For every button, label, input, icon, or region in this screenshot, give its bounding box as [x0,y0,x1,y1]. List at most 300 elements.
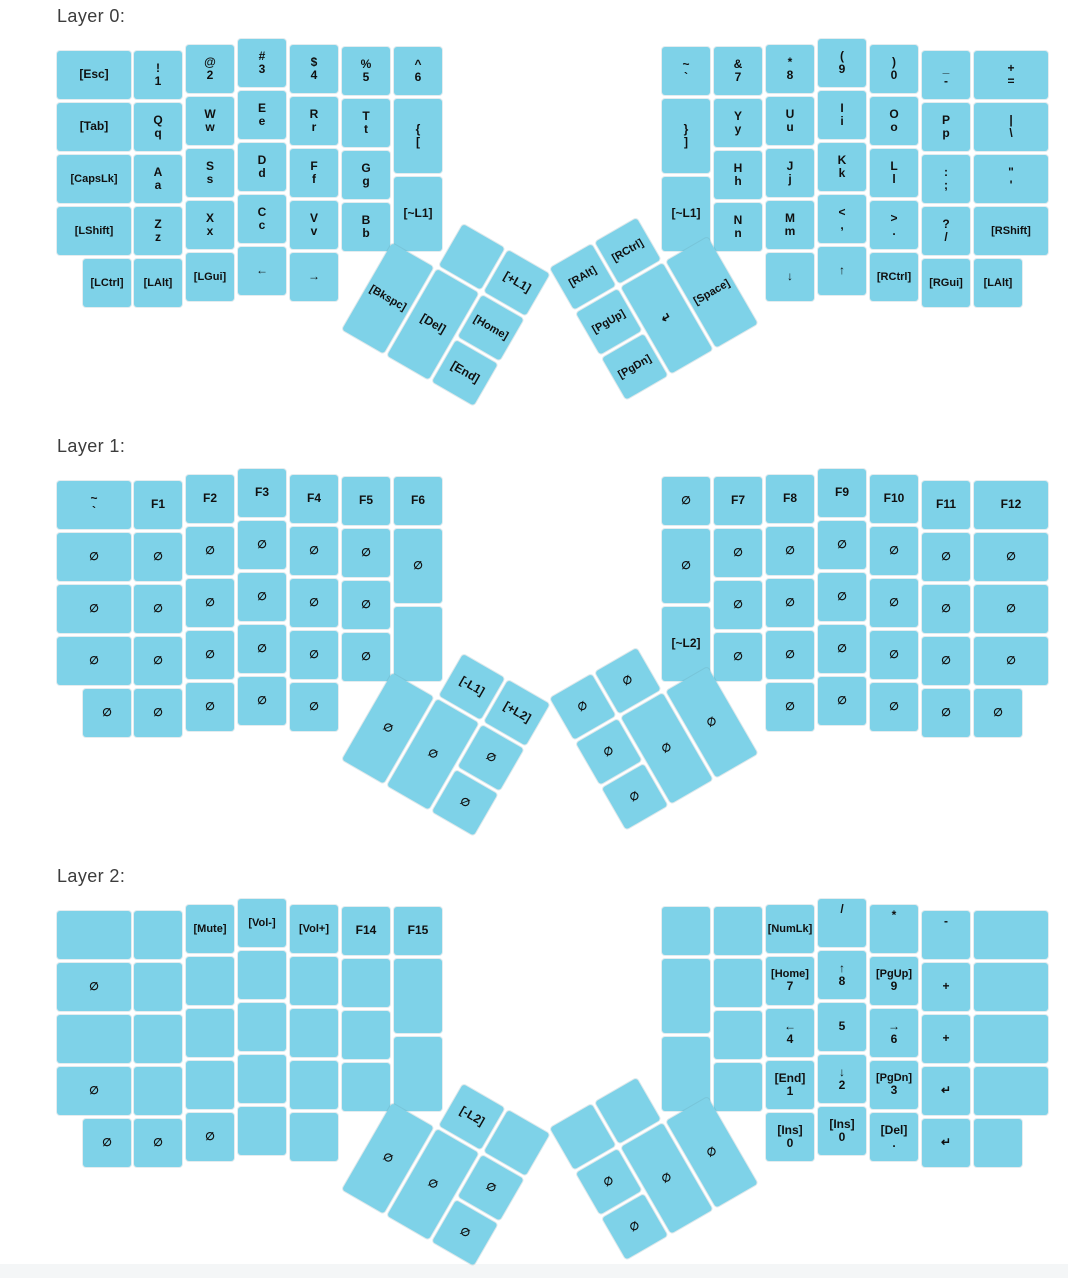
key-noop[interactable] [57,1067,131,1115]
key-f8[interactable] [766,475,814,523]
key-f11[interactable] [922,481,970,529]
key-legend: ∅ [627,789,642,805]
key-blank[interactable] [342,959,390,1007]
key-legend: ∅ [483,1180,499,1196]
key-percent-5[interactable] [342,47,390,95]
key-legend: / [944,230,948,244]
key-blank[interactable] [290,1113,338,1161]
key-j-j[interactable] [766,149,814,197]
key-r-r[interactable] [290,97,338,145]
key-arrow-up[interactable] [818,247,866,295]
key-lt-comma[interactable] [818,195,866,243]
key-noop[interactable] [186,579,234,627]
key-legend: ↑ [839,960,845,975]
key-legend: [RShift] [991,224,1031,237]
key-legend: 8 [786,68,794,82]
key-y-y[interactable] [714,99,762,147]
key-legend: Z [154,216,162,231]
key-f3[interactable] [238,469,286,517]
key-dquote-quote[interactable] [974,155,1048,203]
key-legend: ∅ [257,642,267,655]
key-noop[interactable] [714,633,762,681]
key-arrow-right-6[interactable] [870,1009,918,1057]
key-noop[interactable] [238,677,286,725]
key-m-m[interactable] [766,201,814,249]
key-tilde-grave[interactable] [57,481,131,529]
key-legend: ∅ [89,980,99,993]
key-noop[interactable] [818,521,866,569]
key-legend: N [733,212,743,227]
key-legend: . [892,1136,896,1150]
key-legend: w [205,120,215,134]
key-legend: ∅ [205,596,215,609]
key-legend: ∅ [889,544,899,557]
key-legend: F10 [883,491,905,506]
key-blank[interactable] [186,1061,234,1109]
key-blank[interactable] [238,1107,286,1155]
key-legend: ` [684,70,688,84]
key-t-t[interactable] [342,99,390,147]
key-noop[interactable] [134,689,182,737]
key-blank[interactable] [238,1055,286,1103]
key-legend: ∅ [837,694,847,707]
key-noop[interactable] [186,527,234,575]
key-blank[interactable] [186,957,234,1005]
key-legend: M [785,210,795,225]
key-legend: A [153,164,163,179]
key-noop[interactable] [342,529,390,577]
key-legend: [Ins] [829,1116,855,1131]
key-noop[interactable] [186,1113,234,1161]
key-noop[interactable] [134,533,182,581]
key-arrow-left-4[interactable] [766,1009,814,1057]
key-rctrl[interactable] [870,253,918,301]
key-arrow-left[interactable] [238,247,286,295]
key-legend: ∅ [380,1150,396,1166]
key-f7[interactable] [714,477,762,525]
key-legend: _ [942,60,950,75]
key-noop[interactable] [186,683,234,731]
key-paren-l-9[interactable] [818,39,866,87]
key-v-v[interactable] [290,201,338,249]
key-o-o[interactable] [870,97,918,145]
key-legend: 7 [786,979,794,994]
key-pgdn-3[interactable] [870,1061,918,1109]
key-legend: ∅ [837,538,847,551]
key-legend: 9 [890,979,898,994]
key-f15[interactable] [394,907,442,955]
key-noop[interactable] [766,683,814,731]
key-enter[interactable] [922,1067,970,1115]
key-legend: F15 [407,923,429,938]
key-excl-1[interactable] [134,51,182,99]
key-question-slash[interactable] [922,207,970,255]
key-amp-7[interactable] [714,47,762,95]
key-noop[interactable] [974,637,1048,685]
key-noop[interactable] [83,1119,131,1167]
key-legend: ← [784,1018,796,1033]
key-legend: , [840,218,844,232]
key-noop[interactable] [662,529,710,603]
key-lalt[interactable] [134,259,182,307]
key-legend: ∅ [309,648,319,661]
key-plus-equals[interactable] [974,51,1048,99]
key-q-q[interactable] [134,103,182,151]
key-blank[interactable] [662,907,710,955]
key-legend: ∅ [941,550,951,563]
key-noop[interactable] [342,633,390,681]
key-noop[interactable] [238,521,286,569]
key-f6[interactable] [394,477,442,525]
key-blank[interactable] [238,1003,286,1051]
key-legend: [LGui] [193,270,227,283]
key-legend: F6 [410,493,425,508]
key-n-n[interactable] [714,203,762,251]
key-legend: [-L1] [457,673,487,699]
key-b-b[interactable] [342,203,390,251]
key-colon-semicolon[interactable] [922,155,970,203]
key-noop[interactable] [57,963,131,1011]
key-legend: ∅ [257,590,267,603]
key-blank[interactable] [974,1119,1022,1167]
key-legend: ∅ [102,706,112,719]
key-noop[interactable] [974,585,1048,633]
key-noop[interactable] [394,529,442,603]
key-noop[interactable] [290,527,338,575]
key-x-x[interactable] [186,201,234,249]
key-legend: [-L2] [457,1103,487,1129]
key-legend: ~ [682,56,690,71]
key-lalt[interactable] [974,259,1022,307]
key-legend: y [734,122,742,136]
key-legend: n [734,226,742,240]
key-noop[interactable] [83,689,131,737]
key-legend: [Esc] [79,67,109,82]
key-noop[interactable] [818,677,866,725]
key-blank[interactable] [714,1011,762,1059]
key-legend: ∅ [205,544,215,557]
key-legend: E [257,100,266,115]
key-ins-0[interactable] [818,1107,866,1155]
key-paren-r-0[interactable] [870,45,918,93]
layer-2-heading: Layer 2: [57,866,126,886]
key-legend: C [257,204,267,219]
key-c-c[interactable] [238,195,286,243]
key-g-g[interactable] [342,151,390,199]
key-legend: $ [310,54,318,69]
key-noop[interactable] [766,631,814,679]
key-legend: = [1007,74,1015,88]
key-dash[interactable] [922,911,970,959]
key-capslk[interactable] [57,155,131,203]
key-noop[interactable] [290,579,338,627]
key-legend: [LCtrl] [90,276,124,289]
key-legend: 7 [734,70,742,84]
key-legend: [Mute] [193,922,227,935]
key-plus[interactable] [922,1015,970,1063]
key-legend: 6 [890,1032,898,1046]
key-noop[interactable] [238,625,286,673]
key-noop[interactable] [870,683,918,731]
key-legend: p [942,126,950,140]
key-blank[interactable] [290,957,338,1005]
key-noop[interactable] [290,631,338,679]
key-legend: F9 [834,485,849,500]
key-blank[interactable] [342,1011,390,1059]
key-legend: ∅ [205,700,215,713]
key-legend: ∅ [785,648,795,661]
key-legend: ∅ [659,740,674,756]
key-legend: F4 [306,491,321,506]
key-noop[interactable] [290,683,338,731]
key-legend: ∅ [257,538,267,551]
key-blank[interactable] [974,911,1048,959]
key-blank[interactable] [238,951,286,999]
key-arrow-up-8[interactable] [818,951,866,999]
key-w-w[interactable] [186,97,234,145]
key-asterisk[interactable] [870,905,918,953]
key-f-f[interactable] [290,149,338,197]
key-rshift[interactable] [974,207,1048,255]
key-hash-3[interactable] [238,39,286,87]
key-gt-period[interactable] [870,201,918,249]
key-blank[interactable] [974,963,1048,1011]
key-blank[interactable] [57,1015,131,1063]
key-legend: L [890,158,898,173]
key-noop[interactable] [766,579,814,627]
key-blank[interactable] [290,1061,338,1109]
key-legend: 0 [786,1136,794,1150]
key-slash[interactable] [818,899,866,947]
key-legend: + [942,1031,950,1046]
key-legend: 0 [890,68,898,82]
key-s-s[interactable] [186,149,234,197]
key-legend: i [840,114,844,128]
key-noop[interactable] [766,527,814,575]
key-brace-l-[interactable] [394,99,442,173]
key-at-2[interactable] [186,45,234,93]
key-legend: ∅ [785,700,795,713]
key-legend: 3 [258,62,266,76]
key-legend: * [787,54,793,69]
key-legend: + [1007,60,1015,75]
key-end-1[interactable] [766,1061,814,1109]
key-u-u[interactable] [766,97,814,145]
key-blank[interactable] [714,959,762,1007]
key-legend: ∅ [704,714,719,730]
key-noop[interactable] [238,573,286,621]
key-noop[interactable] [662,477,710,525]
key-legend: f [312,172,316,186]
key-legend: [~L1] [671,206,701,221]
key-noop[interactable] [922,585,970,633]
key-legend: [Home] [471,313,511,343]
key-home-7[interactable] [766,957,814,1005]
key-rgui[interactable] [922,259,970,307]
key-noop[interactable] [922,637,970,685]
key-blank[interactable] [974,1067,1048,1115]
key-lshift[interactable] [57,207,131,255]
key-legend: O [889,106,899,121]
key-legend: % [360,56,372,71]
key-legend: ∅ [153,602,163,615]
key-legend: & [733,56,743,71]
key-a-a[interactable] [134,155,182,203]
key-legend: Q [153,112,163,127]
key-f12[interactable] [974,481,1048,529]
key-blank[interactable] [714,1063,762,1111]
key-legend: F14 [355,923,377,938]
key-legend: v [310,224,318,238]
key-noop[interactable] [714,581,762,629]
key-noop[interactable] [818,625,866,673]
key-legend: 2 [206,68,214,82]
key-tilde-grave[interactable] [662,47,710,95]
key-del-period[interactable] [870,1113,918,1161]
key-mute[interactable] [186,905,234,953]
key-legend: [Del] [418,310,449,337]
key-legend: { [415,121,421,136]
key-legend: ∅ [733,546,743,559]
key-asterisk-8[interactable] [766,45,814,93]
key-dollar-4[interactable] [290,45,338,93]
key-f9[interactable] [818,469,866,517]
key-legend: ∅ [627,1219,642,1235]
key-legend: ∅ [153,1136,163,1149]
key-legend: * [891,908,897,922]
key-noop[interactable] [134,637,182,685]
key-noop[interactable] [818,573,866,621]
key-legend: . [892,224,896,238]
key-legend: - [944,74,948,88]
key-legend: J [786,158,794,173]
key-l-l[interactable] [870,149,918,197]
key-lctrl[interactable] [83,259,131,307]
key-f5[interactable] [342,477,390,525]
key-legend: x [206,224,214,238]
key-blank[interactable] [662,959,710,1033]
key-noop[interactable] [714,529,762,577]
key-f4[interactable] [290,475,338,523]
key-legend: ∅ [941,602,951,615]
key-legend: F12 [1000,497,1022,512]
key-legend: 8 [838,974,846,988]
key-esc[interactable] [57,51,131,99]
key-legend: ∅ [941,654,951,667]
key-noop[interactable] [57,637,131,685]
key-blank[interactable] [714,907,762,955]
key-arrow-down[interactable] [766,253,814,301]
key-vol-[interactable] [238,899,286,947]
key-h-h[interactable] [714,151,762,199]
key-noop[interactable] [134,1119,182,1167]
key-blank[interactable] [134,911,182,959]
key-noop[interactable] [922,689,970,737]
key-legend: ∅ [681,494,691,507]
key-blank[interactable] [134,963,182,1011]
key-legend: [NumLk] [767,922,813,935]
key-blank[interactable] [186,1009,234,1057]
key-brace-r-[interactable] [662,99,710,173]
key-legend: ∅ [785,544,795,557]
key-legend: F11 [935,497,956,512]
key-e-e[interactable] [238,91,286,139]
key-z-z[interactable] [134,207,182,255]
key-underscore-dash[interactable] [922,51,970,99]
key-legend: [Home] [771,968,809,981]
key-numlk[interactable] [766,905,814,953]
key-f14[interactable] [342,907,390,955]
key-noop[interactable] [186,631,234,679]
key-f10[interactable] [870,475,918,523]
key-pgup-9[interactable] [870,957,918,1005]
key-legend: [~L1] [403,206,433,221]
key-d-d[interactable] [238,143,286,191]
key-noop[interactable] [974,533,1048,581]
key-enter[interactable] [922,1119,970,1167]
key-blank[interactable] [394,959,442,1033]
key-blank[interactable] [134,1067,182,1115]
key-legend: S [205,158,214,173]
key-plus[interactable] [922,963,970,1011]
key-legend: : [944,164,948,179]
key-legend: ∅ [993,706,1003,719]
key-legend: ^ [414,56,422,71]
key-legend: [End] [774,1070,806,1085]
key-legend: H [733,160,743,175]
key-legend: ∅ [889,648,899,661]
key-noop[interactable] [342,581,390,629]
key-legend: j [788,172,792,186]
key-lgui[interactable] [186,253,234,301]
key-blank[interactable] [290,1009,338,1057]
key-arrow-down-2[interactable] [818,1055,866,1103]
key-legend: b [362,226,370,240]
key-noop[interactable] [870,631,918,679]
key-blank[interactable] [974,1015,1048,1063]
key-legend: ∅ [659,1170,674,1186]
key-noop[interactable] [134,585,182,633]
key-noop[interactable] [57,533,131,581]
key-blank[interactable] [57,911,131,959]
key--6[interactable] [394,47,442,95]
key-noop[interactable] [870,579,918,627]
key-blank[interactable] [342,1063,390,1111]
key-p-p[interactable] [922,103,970,151]
key-noop[interactable] [922,533,970,581]
key-i-i[interactable] [818,91,866,139]
key-pipe-backslash[interactable] [974,103,1048,151]
key-ins-0[interactable] [766,1113,814,1161]
key-legend: d [258,166,266,180]
key-noop[interactable] [974,689,1022,737]
key-legend: ↓ [787,269,793,284]
key-5[interactable] [818,1003,866,1051]
key-blank[interactable] [134,1015,182,1063]
key-noop[interactable] [870,527,918,575]
key-tab[interactable] [57,103,131,151]
key-legend: ∅ [153,706,163,719]
key-f2[interactable] [186,475,234,523]
key-arrow-right[interactable] [290,253,338,301]
key-vol+[interactable] [290,905,338,953]
key-f1[interactable] [134,481,182,529]
key-k-k[interactable] [818,143,866,191]
key-legend: I [840,100,844,115]
key-noop[interactable] [57,585,131,633]
key-legend: < [838,204,846,219]
key-legend: ∅ [575,699,590,715]
